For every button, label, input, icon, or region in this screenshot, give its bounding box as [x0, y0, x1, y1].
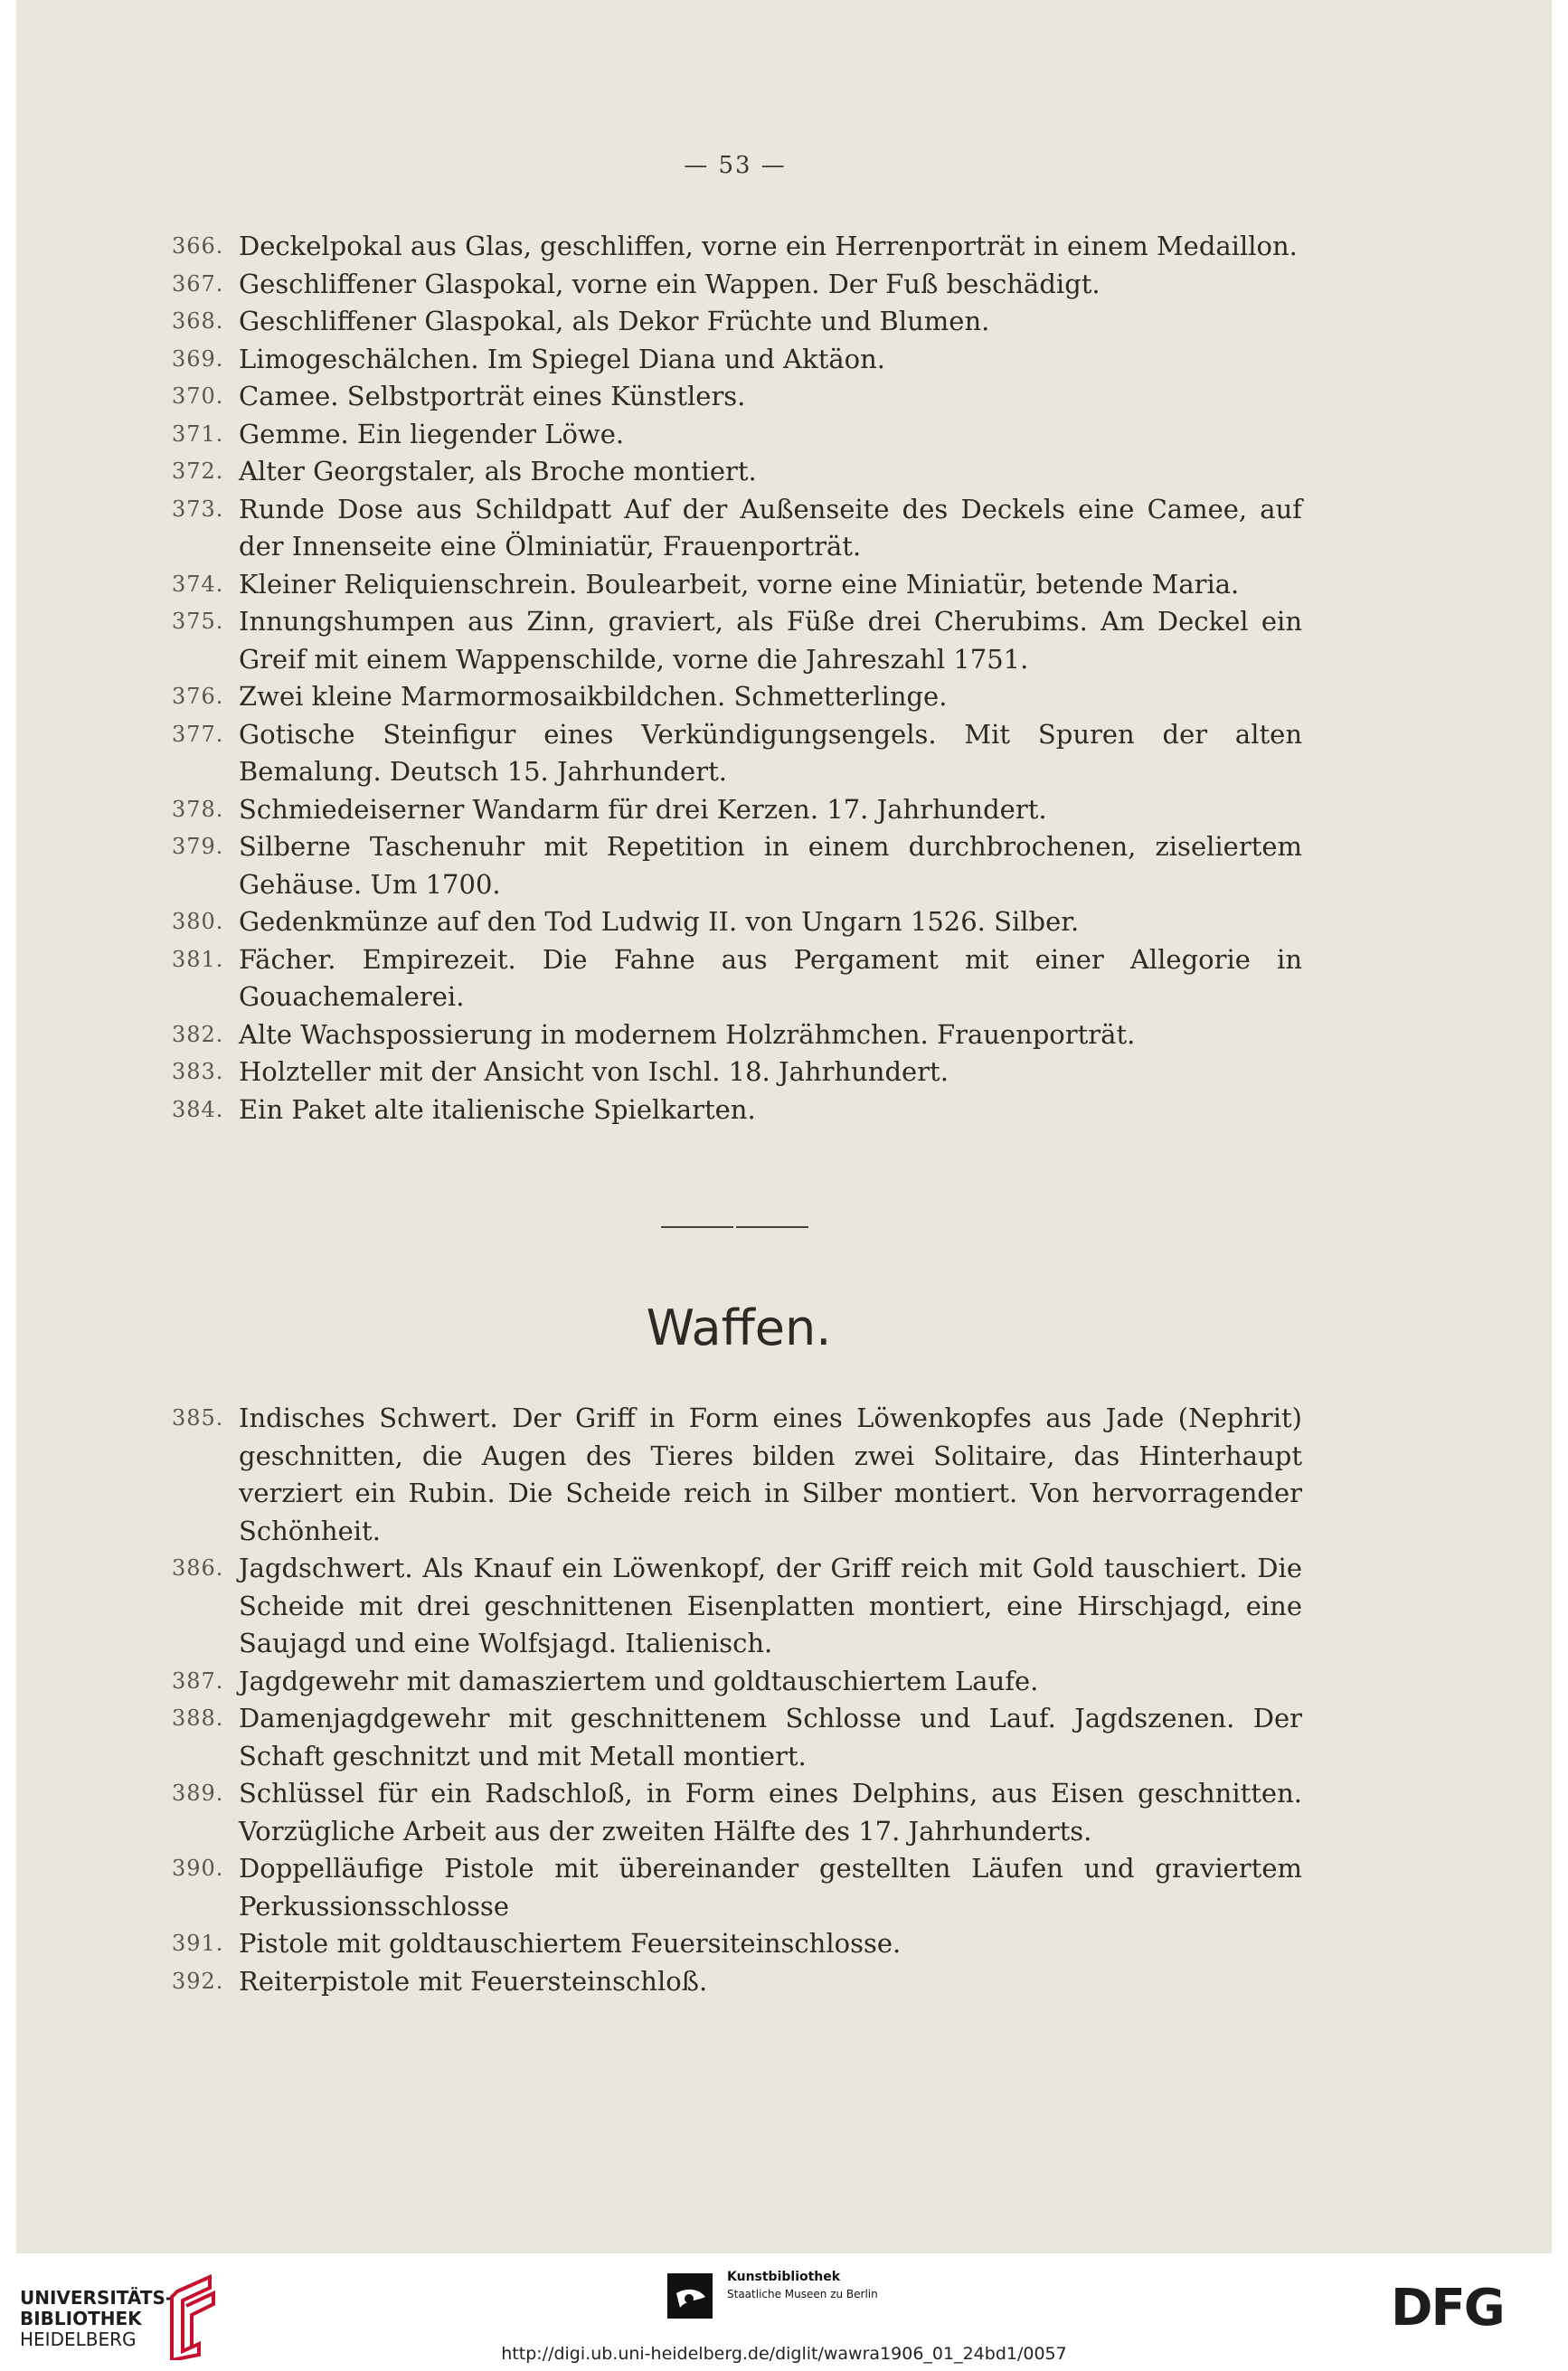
- catalog-entry: [172, 566, 1302, 604]
- catalog-entry: [172, 228, 1302, 266]
- section-divider-left: [661, 1226, 733, 1228]
- catalog-entry: [172, 1700, 1302, 1775]
- entry-number: 368.: [172, 308, 224, 334]
- entry-text: Geschliffener Glaspokal, als Dekor Früchte und Blumen.: [239, 306, 990, 336]
- entry-text: Indisches Schwert. Der Griff in Form eines Löwenkopfes aus Jade (Nephrit) geschnitten, die Augen des Tieres bilden zwei Solitaire, das Hinterhaupt verziert ein Rubin. Die Scheide reich in Silber montiert. Von hervorragender Schönheit.: [239, 1403, 1302, 1546]
- footer-bar: [0, 2253, 1568, 2371]
- catalog-entry: [172, 416, 1302, 454]
- section-title: Waffen.: [646, 1299, 832, 1356]
- scanned-page: [16, 0, 1552, 2253]
- entry-number: 386.: [172, 1555, 224, 1581]
- entry-number: 366.: [172, 233, 224, 259]
- entry-text: Schmiedeiserner Wandarm für drei Kerzen. 17. Jahrhundert.: [239, 793, 1047, 825]
- catalog-entries-weapons: [172, 1400, 1302, 2000]
- catalog-entries-miscellaneous: [172, 228, 1302, 1129]
- catalog-entry: [172, 303, 1302, 341]
- entry-number: 369.: [172, 345, 224, 372]
- entry-text: Alte Wachspossierung in modernem Holzrähmchen. Frauenporträt.: [239, 1018, 1136, 1050]
- catalog-entry: [172, 603, 1302, 678]
- entry-number: 383.: [172, 1059, 224, 1084]
- catalog-entry: [172, 1775, 1302, 1850]
- catalog-entry: [172, 828, 1302, 903]
- entry-number: 372.: [172, 458, 224, 484]
- entry-number: 375.: [172, 609, 224, 634]
- entry-text: Doppelläufige Pistole mit übereinander gestellten Läufen und graviertem Perkussionsschlosse: [239, 1853, 1302, 1922]
- catalog-entry: [172, 453, 1302, 491]
- dfg-logo[interactable]: DFG: [1391, 2279, 1504, 2338]
- entry-number: 373.: [172, 496, 224, 522]
- entry-text: Geschliffener Glaspokal, vorne ein Wappen. Der Fuß beschädigt.: [239, 268, 1100, 299]
- entry-number: 392.: [172, 1968, 224, 1994]
- entry-text: Jagdgewehr mit damasziertem und goldtauschiertem Laufe.: [239, 1665, 1039, 1696]
- entry-number: 367.: [172, 270, 224, 297]
- catalog-entry: [172, 716, 1302, 791]
- entry-number: 389.: [172, 1781, 224, 1806]
- entry-number: 380.: [172, 909, 224, 934]
- ub-logo-line3: HEIDELBERG: [20, 2328, 137, 2350]
- entry-text: Limogeschälchen. Im Spiegel Diana und Aktäon.: [239, 343, 885, 374]
- catalog-entry: [172, 1091, 1302, 1129]
- entry-number: 371.: [172, 420, 224, 447]
- catalog-entry: [172, 1053, 1302, 1091]
- catalog-entry: [172, 1963, 1302, 2001]
- catalog-entry: [172, 1016, 1302, 1054]
- entry-text: Fächer. Empirezeit. Die Fahne aus Pergament mit einer Allegorie in Gouachemalerei.: [239, 943, 1302, 1012]
- catalog-entry: [172, 491, 1302, 566]
- page-number: — 53 —: [684, 152, 787, 179]
- entry-text: Gotische Steinfigur eines Verkündigungsengels. Mit Spuren der alten Bemalung. Deutsch 15. Jahrhundert.: [239, 718, 1302, 787]
- catalog-entry: [172, 791, 1302, 829]
- kunstbibliothek-emblem-icon: [667, 2273, 713, 2319]
- entry-text: Pistole mit goldtauschiertem Feuersiteinschlosse.: [239, 1928, 902, 1959]
- ub-logo-line2: BIBLIOTHEK: [20, 2308, 142, 2329]
- entry-text: Gedenkmünze auf den Tod Ludwig II. von Ungarn 1526. Silber.: [239, 906, 1080, 937]
- entry-number: 388.: [172, 1705, 224, 1731]
- entry-text: Silberne Taschenuhr mit Repetition in einem durchbrochenen, ziseliertem Gehäuse. Um 1700.: [239, 831, 1302, 900]
- kunstbibliothek-logo[interactable]: [727, 2270, 878, 2300]
- entry-text: Gemme. Ein liegender Löwe.: [239, 418, 625, 449]
- catalog-entry: [172, 1663, 1302, 1701]
- entry-text: Alter Georgstaler, als Broche montiert.: [239, 456, 757, 486]
- entry-number: 387.: [172, 1667, 224, 1694]
- catalog-entry: [172, 1550, 1302, 1663]
- entry-text: Holzteller mit der Ansicht von Ischl. 18. Jahrhundert.: [239, 1056, 949, 1087]
- entry-text: Camee. Selbstporträt eines Künstlers.: [239, 381, 746, 411]
- entry-text: Runde Dose aus Schildpatt Auf der Außenseite des Deckels eine Camee, auf der Innenseite eine Ölminiatür, Frauenporträt.: [239, 493, 1302, 562]
- entry-number: 378.: [172, 796, 224, 822]
- entry-text: Ein Paket alte italienische Spielkarten.: [239, 1093, 756, 1125]
- entry-number: 391.: [172, 1931, 224, 1956]
- entry-number: 377.: [172, 721, 224, 747]
- catalog-entry: [172, 678, 1302, 716]
- entry-number: 381.: [172, 946, 224, 972]
- section-divider-right: [736, 1226, 808, 1228]
- catalog-entry: [172, 1850, 1302, 1925]
- entry-number: 379.: [172, 834, 224, 859]
- kunstbibliothek-subtitle: Staatliche Museen zu Berlin: [727, 2288, 878, 2300]
- catalog-entry: [172, 1400, 1302, 1550]
- ub-logo-line1: UNIVERSITÄTS-: [20, 2287, 174, 2309]
- entry-text: Deckelpokal aus Glas, geschliffen, vorne ein Herrenporträt in einem Medaillon.: [239, 231, 1298, 261]
- catalog-entry: [172, 941, 1302, 1016]
- catalog-entry: [172, 341, 1302, 379]
- entry-text: Innungshumpen aus Zinn, graviert, als Füße drei Cherubims. Am Deckel ein Greif mit einem Wappenschilde, vorne die Jahreszahl 1751.: [239, 606, 1302, 675]
- entry-text: Zwei kleine Marmormosaikbildchen. Schmetterlinge.: [239, 681, 948, 712]
- entry-number: 376.: [172, 684, 224, 709]
- catalog-entry: [172, 1925, 1302, 1963]
- entry-text: Damenjagdgewehr mit geschnittenem Schlosse und Lauf. Jagdszenen. Der Schaft geschnitzt und mit Metall montiert.: [239, 1703, 1302, 1771]
- university-library-logo[interactable]: [20, 2288, 173, 2350]
- entry-text: Jagdschwert. Als Knauf ein Löwenkopf, der Griff reich mit Gold tauschiert. Die Scheide mit drei geschnittenen Eisenplatten montiert, eine Hirschjagd, eine Saujagd und eine Wolfsjagd. Italienisch.: [239, 1553, 1302, 1658]
- entry-number: 385.: [172, 1405, 224, 1431]
- catalog-entry: [172, 266, 1302, 304]
- entry-number: 370.: [172, 383, 224, 409]
- catalog-entry: [172, 903, 1302, 941]
- permalink-url[interactable]: http://digi.ub.uni-heidelberg.de/diglit/wawra1906_01_24bd1/0057: [501, 2344, 1067, 2364]
- entry-number: 390.: [172, 1856, 224, 1881]
- entry-number: 384.: [172, 1096, 224, 1122]
- entry-text: Kleiner Reliquienschrein. Boulearbeit, vorne eine Miniatür, betende Maria.: [239, 568, 1240, 600]
- entry-text: Schlüssel für ein Radschloß, in Form eines Delphins, aus Eisen geschnitten. Vorzügliche Arbeit aus der zweiten Hälfte des 17. Jahrhunderts.: [239, 1778, 1302, 1847]
- entry-number: 382.: [172, 1021, 224, 1047]
- catalog-entry: [172, 378, 1302, 416]
- entry-number: 374.: [172, 571, 224, 597]
- kunstbibliothek-name: Kunstbibliothek: [727, 2270, 841, 2284]
- entry-text: Reiterpistole mit Feuersteinschloß.: [239, 1965, 708, 1997]
